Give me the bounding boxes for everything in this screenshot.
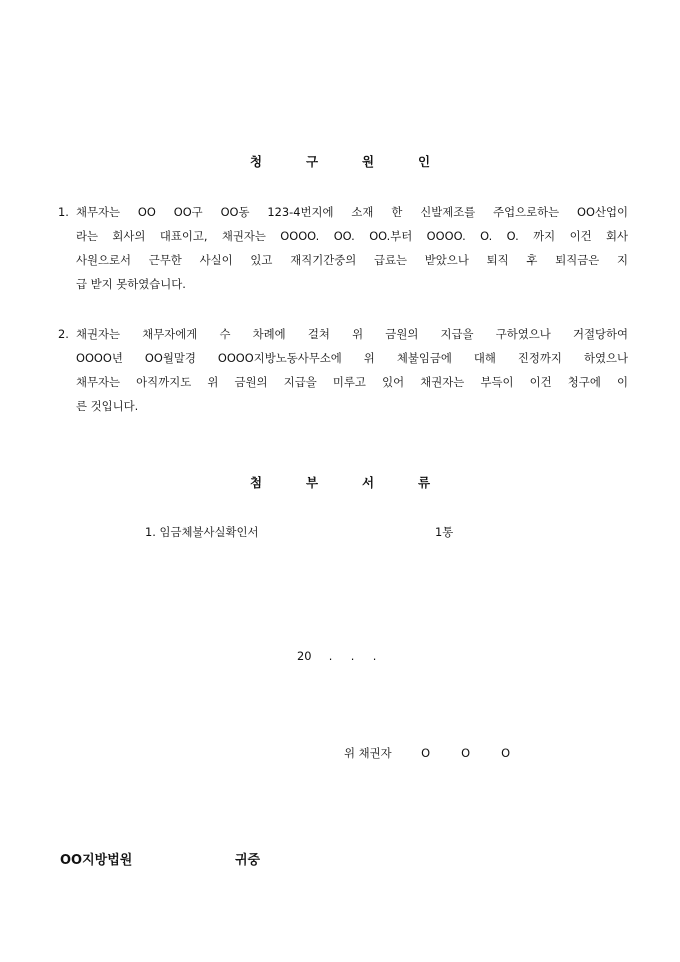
attachments-title-char: 류 xyxy=(417,475,431,490)
attachments-title-char: 서 xyxy=(361,475,375,490)
attachments-title-char: 부 xyxy=(305,475,319,490)
attachment-item: 1. 임금체불사실확인서 xyxy=(145,525,259,539)
attachments-title xyxy=(0,473,680,491)
paragraph-line: OOOO년 OO월말경 OOOO지방노동사무소에 위 체불임금에 대해 진정까지 하였으나 xyxy=(76,351,628,365)
claim-paragraph-1 xyxy=(58,200,628,296)
paragraph-line: 채권자는 채무자에게 수 차례에 걸쳐 위 금원의 지급을 구하였으나 거절당하여 xyxy=(76,327,628,341)
paragraph-line: 채무자는 OO OO구 OO동 123-4번지에 소재 한 신발제조를 주업으로하는 OO산업이 xyxy=(76,205,628,219)
claims-title-char: 원 xyxy=(361,154,375,169)
signer-name-mark: O xyxy=(421,746,431,760)
attachment-count: 1통 xyxy=(435,525,454,539)
paragraph-line: 채무자는 아직까지도 위 금원의 지급을 미루고 있어 채권자는 부득이 이건 청구에 이 xyxy=(76,375,628,389)
signer-line xyxy=(344,745,526,761)
document-date xyxy=(297,649,386,663)
signer-name-mark: O xyxy=(461,746,471,760)
claims-title-char: 청 xyxy=(249,154,263,169)
court-honorific: 귀중 xyxy=(235,853,261,868)
date-separator: . xyxy=(328,649,333,663)
paragraph-line: 른 것입니다. xyxy=(76,399,139,413)
date-year: 20 xyxy=(297,649,312,663)
paragraph-number: 1. xyxy=(58,205,69,219)
paragraph-line: 라는 회사의 대표이고, 채권자는 OOOO. OO. OO.부터 OOOO. O. O. 까지 이건 회사 xyxy=(76,229,628,243)
claim-paragraph-2 xyxy=(58,322,628,418)
attachments-title-char: 첨 xyxy=(249,475,263,490)
date-separator: . xyxy=(350,649,355,663)
claims-title-char: 구 xyxy=(305,154,319,169)
date-separator: . xyxy=(372,649,377,663)
signer-name-mark: O xyxy=(501,746,511,760)
claims-title-char: 인 xyxy=(417,154,431,169)
claims-title xyxy=(0,152,680,170)
signer-label: 위 채권자 xyxy=(344,746,392,760)
paragraph-line: 급 받지 못하였습니다. xyxy=(76,277,186,291)
paragraph-line: 사원으로서 근무한 사실이 있고 재직기간중의 급료는 받았으나 퇴직 후 퇴직금은 지 xyxy=(76,253,628,267)
paragraph-number: 2. xyxy=(58,327,69,341)
court-name: OO지방법원 xyxy=(60,853,133,868)
